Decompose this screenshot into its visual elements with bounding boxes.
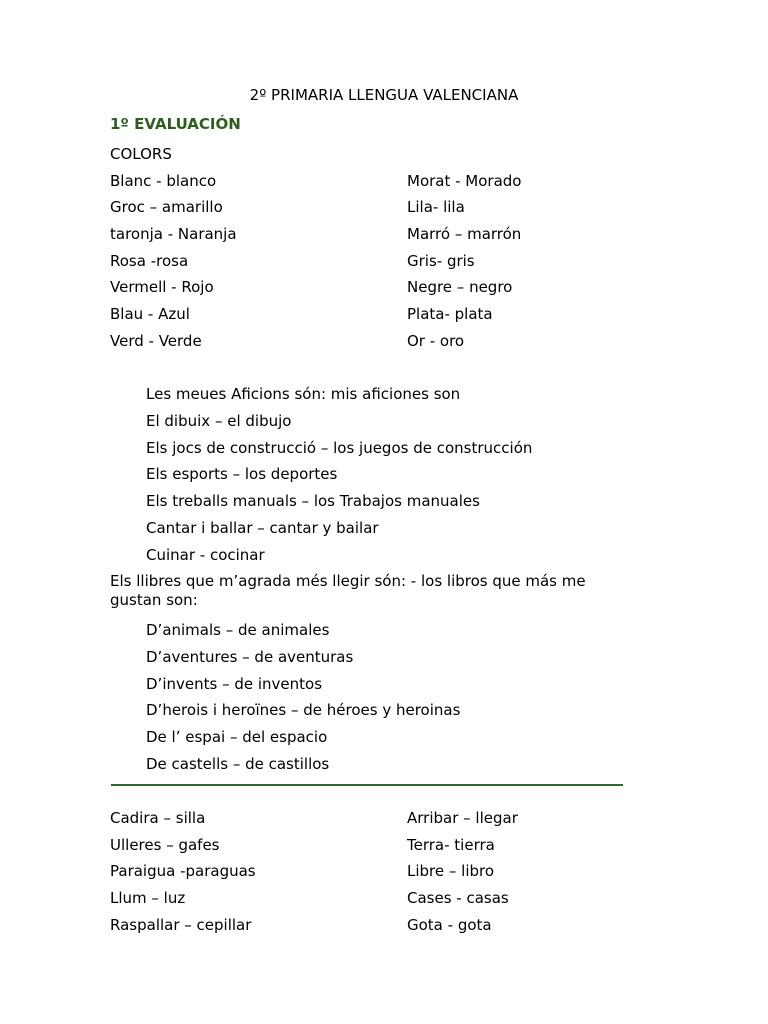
color-item: Rosa -rosa (110, 252, 189, 270)
color-item: Verd - Verde (110, 332, 202, 350)
vocab-item: Terra- tierra (407, 836, 495, 854)
color-item: Marró – marrón (407, 225, 522, 243)
color-item: Blanc - blanco (110, 172, 217, 190)
colors-heading: COLORS (110, 145, 172, 163)
color-item: Or - oro (407, 332, 465, 350)
aficio-item: Els treballs manuals – los Trabajos manuales (146, 492, 480, 510)
vocab-item: Gota - gota (407, 916, 492, 934)
vocab-item: Llum – luz (110, 889, 186, 907)
color-item: Vermell - Rojo (110, 278, 214, 296)
llibre-item: De l’ espai – del espacio (146, 728, 328, 746)
aficio-item: Els jocs de construcció – los juegos de construcción (146, 439, 533, 457)
color-item: Morat - Morado (407, 172, 522, 190)
vocab-item: Ulleres – gafes (110, 836, 220, 854)
llibre-item: D’aventures – de aventuras (146, 648, 354, 666)
aficio-item: Cantar i ballar – cantar y bailar (146, 519, 379, 537)
section-heading: 1º EVALUACIÓN (110, 115, 241, 133)
color-item: Groc – amarillo (110, 198, 223, 216)
aficio-item: El dibuix – el dibujo (146, 412, 292, 430)
page-title: 2º PRIMARIA LLENGUA VALENCIANA (249, 86, 519, 104)
color-item: Plata- plata (407, 305, 493, 323)
vocab-item: Arribar – llegar (407, 809, 518, 827)
color-item: Gris- gris (407, 252, 475, 270)
llibre-item: D’herois i heroïnes – de héroes y heroinas (146, 701, 461, 719)
color-item: taronja - Naranja (110, 225, 237, 243)
aficio-item: Cuinar - cocinar (146, 546, 265, 564)
llibre-item: D’animals – de animales (146, 621, 330, 639)
color-item: Blau - Azul (110, 305, 190, 323)
llibre-item: D’invents – de inventos (146, 675, 323, 693)
vocab-item: Raspallar – cepillar (110, 916, 252, 934)
color-item: Negre – negro (407, 278, 513, 296)
section-divider (111, 784, 623, 786)
vocab-item: Cadira – silla (110, 809, 206, 827)
color-item: Lila- lila (407, 198, 465, 216)
vocab-item: Libre – libro (407, 862, 495, 880)
aficions-heading: Les meues Aficions són: mis aficiones son (146, 385, 461, 403)
llibres-intro: Els llibres que m’agrada més llegir són: - los libros que más me gustan son: (110, 572, 586, 609)
llibre-item: De castells – de castillos (146, 755, 330, 773)
vocab-item: Cases - casas (407, 889, 509, 907)
vocab-item: Paraigua -paraguas (110, 862, 256, 880)
aficio-item: Els esports – los deportes (146, 465, 338, 483)
